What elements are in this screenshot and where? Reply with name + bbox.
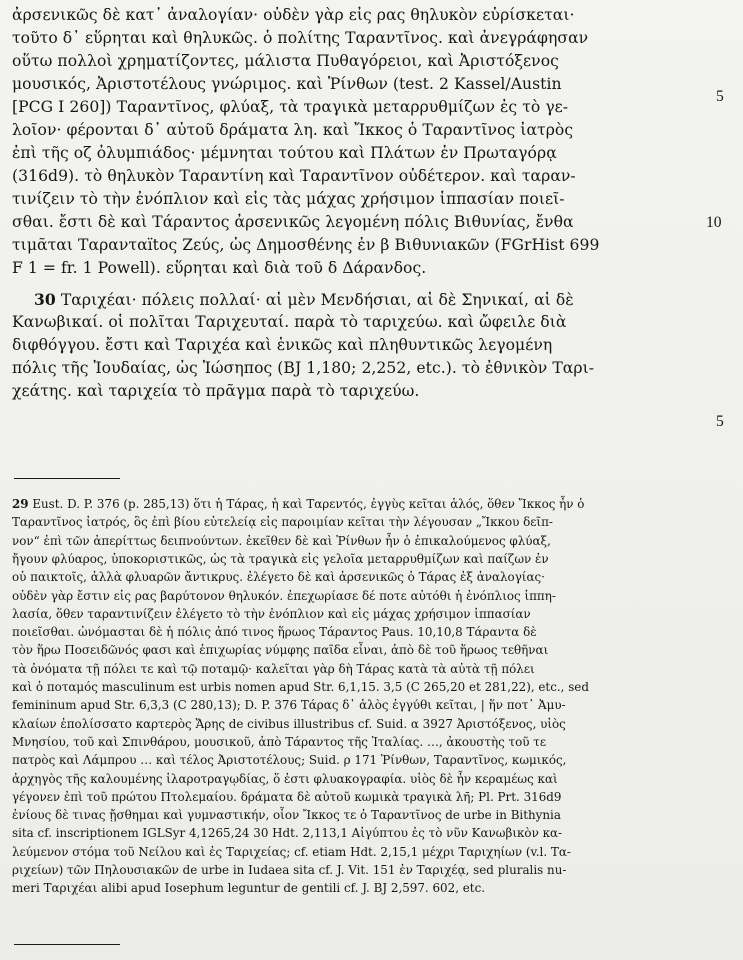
apparatus-line: πατρὸς καὶ Λάμπρου … καὶ τέλος Ἀριστοτέλους; Suid. ρ 171 Ῥίνθων, Ταραντῖνος, κωμικός, — [12, 753, 567, 768]
apparatus-line: ποιεῖσθαι. ὠνόμασται δὲ ἡ πόλις ἀπό τινος ἥρωος Τάραντος Paus. 10,10,8 Τάραντα δὲ — [12, 625, 537, 640]
line-number: 5 — [716, 88, 724, 105]
text-line: ἀρσενικῶς δὲ κατ᾽ ἀναλογίαν· οὐδὲν γὰρ εἰς ρας θηλυκὸν εὑρίσκεται· — [12, 6, 575, 24]
apparatus-line: sita cf. inscriptionem IGLSyr 4,1265,24 30 Hdt. 2,113,1 Αἰγύπτου ἐς τὸ νῦν Κανωβικὸν κα- — [12, 826, 563, 841]
apparatus-line: 29 Eust. D. P. 376 (p. 285,13) ὅτι ἡ Τάρας, ἡ καὶ Ταρεντός, ἐγγὺς κεῖται ἁλός, ὅθεν Ἴκκος ἦν ὁ — [12, 497, 585, 511]
apparatus-line: ριχείων) τῶν Πηλουσιακῶν de urbe in Iudaea sita cf. J. Vit. 151 ἐν Ταριχέᾳ, sed pluralis nu- — [12, 863, 567, 877]
text-line: οὕτω πολλοὶ χρηματίζοντες, μάλιστα Πυθαγόρειοι, καὶ Ἀριστόξενος — [12, 52, 559, 70]
entry-number: 30 — [34, 290, 56, 309]
apparatus-line: τὸν ἥρω Ποσειδῶνός φασι καὶ ἐπιχωρίας νύμφης παῖδα εἶναι, ἀπὸ δὲ τοῦ ἥρωος τεθῆναι — [12, 643, 549, 658]
text-line: λοῖον· φέρονται δ᾽ αὐτοῦ δράματα λη. καὶ Ἴκκος ὁ Ταραντῖνος ἰατρὸς — [12, 121, 574, 139]
apparatus-line: τὰ ὀνόματα τῇ πόλει τε καὶ τῷ ποταμῷ· καλεῖται γὰρ δὴ Τάρας κατὰ τὰ αὐτὰ τῇ πόλει — [12, 661, 535, 676]
apparatus-line-number: 29 — [12, 497, 29, 511]
text-line: F 1 = fr. 1 Powell). εὕρηται καὶ διὰ τοῦ δ Δάρανδος. — [12, 259, 427, 277]
apparatus-divider — [14, 478, 120, 479]
apparatus-line: femininum apud Str. 6,3,3 (C 280,13); D. P. 376 Τάρας δ᾽ ἁλὸς ἐγγύθι κεῖται, | ἥν ποτ᾽ Ἀμυ- — [12, 698, 566, 713]
text-line: σθαι. ἔστι δὲ καὶ Τάραντος ἀρσενικῶς λεγομένη πόλις Βιθυνίας, ἔνθα — [12, 213, 574, 231]
text-line: [PCG I 260]) Ταραντῖνος, φλύαξ, τὰ τραγικὰ μεταρρυθμίζων ἐς τὸ γε- — [12, 98, 569, 116]
bottom-divider — [14, 944, 120, 945]
apparatus-line: Ταραντῖνος ἰατρός, ὃς ἐπὶ βίου εὐτελείᾳ εἰς παροιμίαν κεῖται τὴν λέγουσαν „Ἴκκου δεῖπ- — [12, 515, 553, 530]
text-line: Ταριχέαι· πόλεις πολλαί· αἱ μὲν Μενδήσιαι, αἱ δὲ Σηνικαί, αἱ δὲ — [55, 291, 574, 309]
text-line: (316d9). τὸ θηλυκὸν Ταραντίνη καὶ Ταραντῖνον οὐδέτερον. καὶ ταραν- — [12, 167, 576, 185]
apparatus-line: νον“ ἐπὶ τῶν ἀπερίττως δειπνούντων. ἐκεῖθεν δὲ καὶ Ῥίνθων ἦν ὁ ἐπικαλούμενος φλύαξ, — [12, 533, 551, 548]
apparatus-line: λεύμενον στόμα τοῦ Νείλου καὶ ἐς Ταριχείας; cf. etiam Hdt. 2,15,1 μέχρι Ταριχηίων (v.l. Τα- — [12, 844, 571, 859]
text-line: διφθόγγου. ἔστι καὶ Ταριχέα καὶ ἑνικῶς καὶ πληθυντικῶς λεγομένη — [12, 336, 553, 354]
apparatus-line: ἤγουν φλύαρος, ὑποκοριστικῶς, ὡς τὰ τραγικὰ εἰς γελοῖα μεταρρυθμίζων καὶ παίζων ἐν — [12, 551, 549, 566]
apparatus-line: γέγονεν ἐπὶ τοῦ πρώτου Πτολεμαίου. δράματα δὲ αὐτοῦ κωμικὰ τραγικὰ λη̄; Pl. Prt. 316d9 — [12, 789, 562, 804]
apparatus-line: meri Ταριχέαι alibi apud Iosephum leguntur de gentili cf. J. BJ 2,597. 602, etc. — [12, 881, 486, 896]
apparatus-line: κλαίων ἐπολίσσατο καρτερὸς Ἄρης de civibus illustribus cf. Suid. α 3927 Ἀριστόξενος, υἱὸς — [12, 716, 566, 731]
text-line: τιμᾶται Ταρανταïtος Ζεύς, ὡς Δημοσθένης ἐν β Βιθυνιακῶν (FGrHist 699 — [12, 236, 600, 254]
apparatus-line: λασία, ὅθεν ταραντινίζειν ἐλέγετο τὸ τὴν ἐνόπλιον καὶ εἰς μάχας χρήσιμον ἱππασίαν — [12, 606, 531, 621]
text-line: τοῦτο δ᾽ εὕρηται καὶ θηλυκῶς. ὁ πολίτης Ταραντῖνος. καὶ ἀνεγράφησαν — [12, 29, 589, 47]
apparatus-line: ἀρχηγὸς τῆς καλουμένης ἱλαροτραγῳδίας, ὅ ἐστι φλυακογραφία. υἱὸς δὲ ἦν κεραμέως καὶ — [12, 771, 558, 786]
apparatus-line: καὶ ὁ ποταμός masculinum est urbis nomen apud Str. 6,1,15. 3,5 (C 265,20 et 281,22), etc., sed — [12, 680, 589, 694]
text-line: Κανωβικαί. οἱ πολῖται Ταριχευταί. παρὰ τὸ ταριχεύω. καὶ ὤφειλε διὰ — [12, 313, 567, 331]
line-number: 5 — [716, 413, 724, 430]
text-line: χεάτης. καὶ ταριχεία τὸ πρᾶγμα παρὰ τὸ ταριχεύω. — [12, 382, 420, 400]
line-number: 10 — [706, 214, 722, 231]
apparatus-line: οὐδὲν γὰρ ἔστιν εἰς ρας βαρύτονον θηλυκόν. ἐπεχωρίασε δέ ποτε αὐτόθι ἡ ἐνόπλιος ἱππη- — [12, 588, 556, 603]
apparatus-line: οὐ παικτοῖς, ἀλλὰ φλυαρῶν ἄντικρυς. ἐλέγετο δὲ καὶ ἀρσενικῶς ὁ Τάρας ἐξ ἀναλογίας· — [12, 570, 545, 585]
entry-30-first-line — [12, 288, 688, 312]
apparatus-line: ἐνίους δὲ τινας ᾔσθημαι καὶ γυμναστικήν, οἷον Ἴκκος τε ὁ Ταραντῖνος de urbe in Bithynia — [12, 808, 561, 823]
apparatus-line: Μνησίου, τοῦ καὶ Σπινθάρου, μουσικοῦ, ἀπὸ Τάραντος τῆς Ἰταλίας. …, ἀκουστὴς τοῦ τε — [12, 734, 547, 749]
text-line: τινίζειν τὸ τὴν ἐνόπλιον καὶ εἰς τὰς μάχας χρήσιμον ἱππασίαν ποιεῖ- — [12, 190, 565, 208]
text-line: μουσικός, Ἀριστοτέλους γνώριμος. καὶ Ῥίνθων (test. 2 Kassel/Austin — [12, 75, 562, 93]
text-line: ἐπὶ τῆς οζ ὀλυμπιάδος· μέμνηται τούτου καὶ Πλάτων ἐν Πρωταγόρᾳ — [12, 144, 557, 162]
text-line: πόλις τῆς Ἰουδαίας, ὡς Ἰώσηπος (BJ 1,180; 2,252, etc.). τὸ ἐθνικὸν Ταρι- — [12, 359, 595, 377]
